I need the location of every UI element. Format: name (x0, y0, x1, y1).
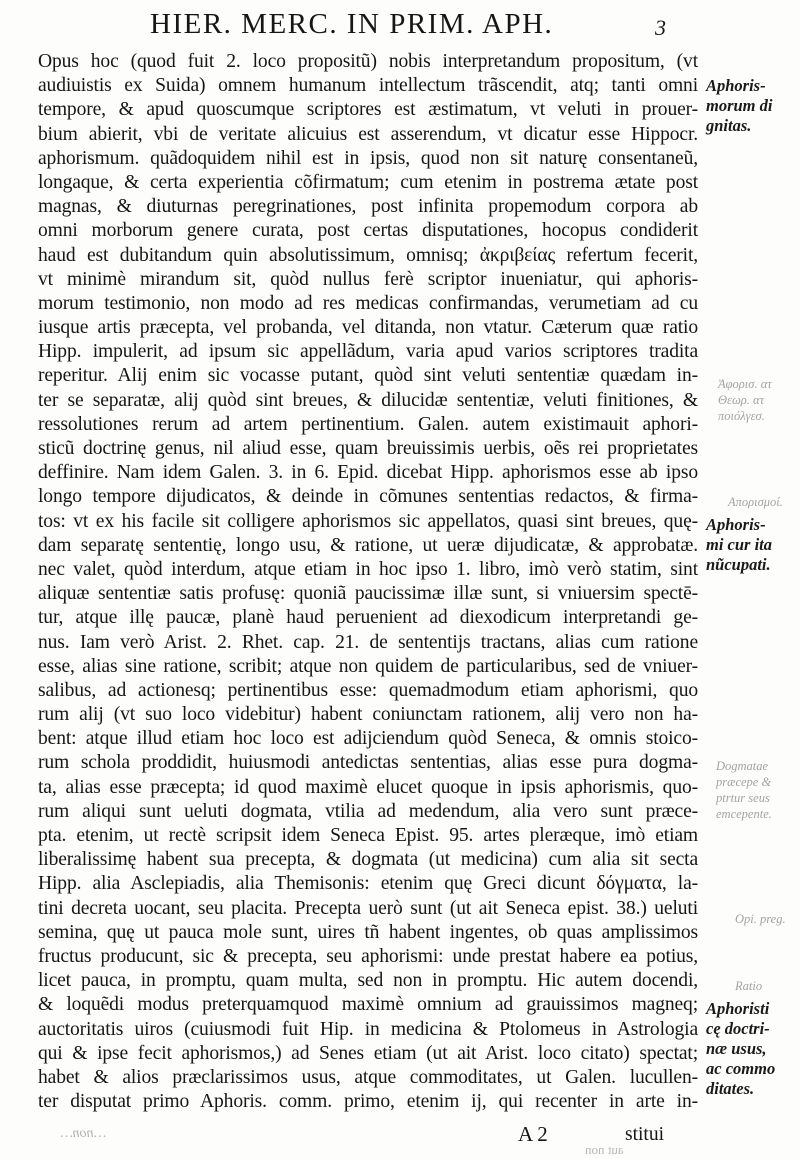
text-line: tos: vt ex his facile sit colligere aphorismos sic appellatos, quasi sint breues, quę- (38, 510, 698, 532)
body-text (38, 50, 698, 1114)
text-line: liberalissimę habent sua precepta, & dogmata (ut medicina) cum alia sit secta (38, 849, 698, 871)
text-line: haud est dubitandum quin absolutissimum, omnisq; ἀκριβείας refertum fecerit, (38, 244, 698, 266)
text-line: iusque artis præcepta, vel probanda, vel ditanda, non vtatur. Cæterum quæ ratio (38, 317, 698, 339)
bleed-through-line: Opi. preg. (735, 912, 786, 926)
catchword: stitui (625, 1124, 665, 1145)
margin-note-usus (706, 999, 798, 1099)
text-line: longo tempore dijudicatos, & deinde in cõmunes sententias redactos, & firma- (38, 486, 698, 508)
text-line: bium abierit, vbi de veritate alicuius est asserendum, vt dicatur esse Hippocr. (38, 123, 698, 145)
running-title: HIER. MERC. IN PRIM. APH. (150, 8, 554, 40)
bleed-through-line: præcepe & (716, 775, 772, 789)
text-line: rum aliqui sunt ueluti dogmata, vtilia ad medendum, alia vero sunt præce- (38, 800, 698, 822)
margin-note-line: gnitas. (706, 116, 752, 135)
margin-note-line: cę doctri- (706, 1019, 770, 1038)
text-line: licet pauca, in promptu, quam multa, sed non in promptu. Hic autem docendi, (38, 970, 698, 992)
text-line: dam separatę sententię, longo usu, & ratione, ut ueræ dijudicatæ, & approbatæ. (38, 534, 698, 556)
text-line: pta. etenim, ut rectè scripsit idem Seneca Epist. 95. artes pleræque, imò etiam (38, 825, 698, 846)
text-line: rum alij (vt suo loco videbitur) habent coniunctam rationem, alij vero non ha- (38, 704, 698, 726)
text-line: esse, alias sine ratione, scribit; atque non quidem de particularibus, sed de vniuer- (38, 655, 698, 677)
bleed-through-text (718, 376, 772, 424)
text-line: bent: atque illud etiam hoc loco est adijciendum quòd Seneca, & omnis stoico- (38, 728, 698, 750)
text-line: morum testimonio, non modo ad res medicas confirmandas, verumetiam ad cu (38, 292, 698, 314)
text-line: ressolutiones rerum ad artem pertinentium. Galen. autem existimauit aphori- (38, 413, 698, 435)
text-line: magnas, & diuturnas peregrinationes, post infinita propemodum corpora ab (38, 196, 698, 218)
running-head (0, 8, 800, 42)
margin-note-line: mi cur ita (706, 535, 773, 554)
margin-note-dignitas (706, 76, 798, 136)
margin-note-line: nũcupati. (706, 555, 771, 574)
bleed-through-text (728, 494, 783, 510)
margin-note-line: Aphoristi (706, 999, 770, 1018)
bleed-through-line: ptrtur seus (716, 791, 770, 805)
text-line: aliquæ sententiæ satis profusę: quoniã paucissimæ illæ sunt, si vniuersim spectē- (38, 583, 698, 605)
text-line: Hipp. alia Asclepiadis, alia Themisonis: etenim quę Greci dicunt δόγματα, la- (38, 873, 698, 895)
bleed-through-line: Ἀφορισ. ατ (718, 377, 772, 391)
text-line: nec valet, quòd interdum, atque etiam in hoc ipso 1. libro, imò verò statim, sint (38, 558, 698, 580)
text-line: & loquẽdi modus preterquamquod maximè omnium ad grauissimos magneq; (38, 994, 698, 1016)
bleed-through-footer: aut non (585, 1142, 624, 1157)
margin-note-line: næ usus, (706, 1039, 767, 1058)
text-line: aphorismum. quãdoquidem nihil est in ipsis, quod non sit naturę consentaneũ, (38, 147, 698, 169)
bleed-through-text (716, 758, 772, 822)
text-line: omni morborum genere curata, post certas disputationes, hocopus condiderit (38, 220, 698, 242)
margin-note-line: Aphoris- (706, 76, 766, 95)
bleed-through-line: Θεωρ. ατ (718, 393, 765, 407)
text-line: deffinire. Nam idem Galen. 3. in 6. Epid. dicebat Hipp. aphorismos esse ab ipso (38, 462, 698, 484)
text-line: ter se separatæ, alij quòd sint breues, & dilucidæ sententiæ, veluti finitiones, & (38, 389, 698, 411)
margin-note-line: morum di (706, 96, 773, 115)
text-line: audiuistis ex Suida) omnem humanum intellectum trãscendit, atq; tanti omni (38, 75, 698, 97)
bleed-through-line: emcepente. (716, 807, 772, 821)
text-line: longaque, & certa experientia cõfirmatum; cum etenim in postrema ætate post (38, 171, 698, 193)
bleed-through-line: Ratio (735, 979, 763, 993)
text-line: ter disputat primo Aphoris. comm. primo, etenim ij, qui recenter in arte in- (38, 1091, 698, 1113)
text-line: tempore, & apud quoscumque scriptores est æstimatum, vt veluti in prouer- (38, 99, 698, 121)
text-line: fructus producunt, sic & precepta, seu aphorismi: unde prestat habere ea potius, (38, 945, 698, 967)
bleed-through-line: Dogmatae (716, 759, 769, 773)
text-line: habet & alios præclarissimos usus, atque commoditates, ut Galen. lucullen- (38, 1066, 698, 1088)
bleed-through-line: Απορισμοί. (728, 495, 783, 509)
margin-note-line: ac commo (706, 1059, 776, 1078)
text-line: salibus, ad actionesq; pertinentibus esse: quemadmodum etiam aphorismi, quo (38, 679, 698, 701)
bleed-through-footer: …non… (60, 1126, 106, 1141)
signature-mark: A 2 (518, 1122, 548, 1146)
text-line: semina, quę ut pauca mole sunt, uires tñ habent ingentes, ob quas amplissimos (38, 921, 698, 943)
text-line: Hipp. impulerit, ad ipsum sic appellãdum, varia apud varios scriptores tradita (38, 341, 698, 363)
text-line: reperitur. Alij enim sic vocasse putant, quòd sint veluti sententiæ quædam in- (38, 365, 698, 387)
text-line: nus. Iam verò Arist. 2. Rhet. cap. 21. de sententijs tractans, alias cum ratione (38, 631, 698, 653)
bleed-through-line: ποιόλγεσ. (718, 409, 765, 423)
bleed-through-text (735, 911, 786, 927)
text-line: tini decreta uocant, seu placita. Precepta uerò sunt (ut ait Seneca epist. 38.) ueluti (38, 897, 698, 919)
text-line: sticũ doctrinę genus, nil aliud esse, quam breuissimis uerbis, oẽs rei proprietates (38, 438, 698, 459)
text-line: ta, alias esse præcepta; id quod maximè elucet quoque in ipsis aphorismis, quo- (38, 776, 698, 798)
text-line: qui & ipse fecit aphorismos,) ad Senes etiam (ut ait Arist. loco citato) spectat; (38, 1042, 698, 1064)
text-line: vt minimè mirandum sit, quòd nullus ferè scriptor inueniatur, qui aphoris- (38, 268, 698, 290)
text-line: rum schola proddidit, huiusmodi antedictas sententias, alias esse pura dogma- (38, 752, 698, 774)
margin-note-line: Aphoris- (706, 515, 766, 534)
text-line: Opus hoc (quod fuit 2. loco propositũ) nobis interpretandum propositum, (vt (38, 51, 698, 72)
margin-note-nuncupati (706, 515, 798, 575)
margin-note-line: ditates. (706, 1079, 755, 1098)
page-number: 3 (655, 15, 666, 40)
bleed-through-text (735, 978, 762, 994)
text-line: auctoritatis uiros (cuiusmodi fuit Hip. in medicina & Ptolomeus in Astrologia (38, 1018, 698, 1040)
text-line: tur, atque illę paucæ, planè haud peruenient ad diexodicum interpretandi ge- (38, 607, 698, 629)
